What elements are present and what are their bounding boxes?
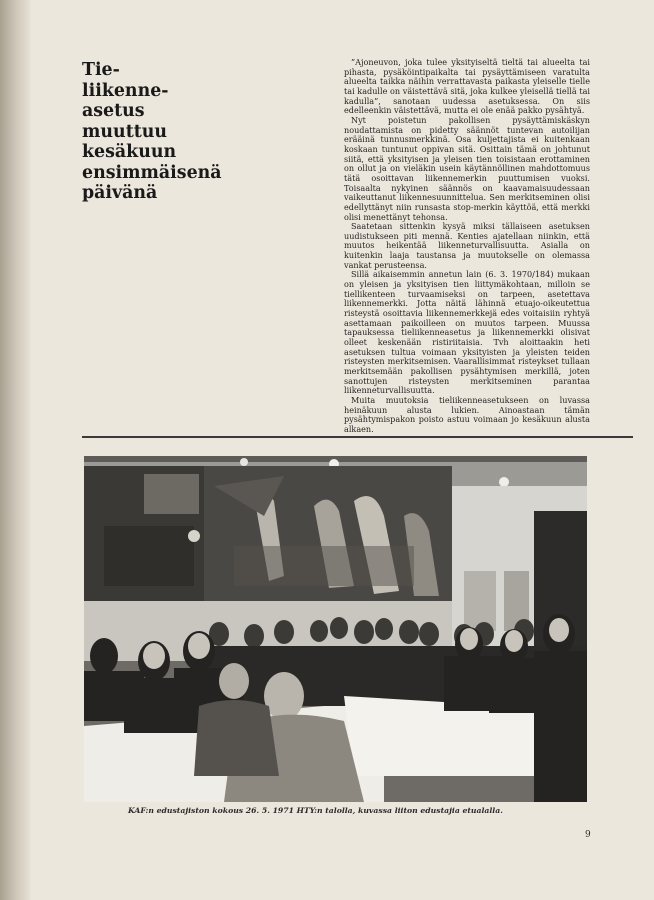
heading-line: muuttuu (82, 121, 168, 142)
article-paragraph: Saatetaan sittenkin kysyä miksi tällaiseen asetuksen uudistukseen piti mennä. Kenties ajatellaan niinkin, että muutos heikentää liikenneturvallisuutta. Asialla on kuitenkin laaja taustansa ja muutokselle on olemassa vankat perusteensa. (344, 221, 590, 270)
binding-spine (0, 0, 30, 900)
article-paragraph: Sillä aikaisemmin annetun lain (6. 3. 1970/184) mukaan on yleisen ja yksityisen tien liittymäkohtaan, milloin se tiellikenteen turvaamiseksi on tarpeen, asetettava liikennemerkki. Jotta näitä lähinnä etuajo-oikeutettua risteystä osoittavia liikennemerkkejä edes voitaisiin ryhtyä asettamaan paikoilleen on muutos tarpeen. Muussa tapauksessa tieliikenneasetus ja liikennemerkki olisivat olleet keskenään ristiriitaisia. Tvh aloittaakin heti asetuksen tultua voimaan yksityisten ja yleisten teiden risteysten merkitsemisen. Vaarallisimmat risteykset tullaan merkitsemään pakollisen pysähtymisen merkillä, joten sanottujen risteysten merkitseminen parantaa liikenneturvallisuutta. (344, 269, 590, 396)
meeting-photo (84, 456, 587, 802)
heading-line: asetus (82, 101, 145, 121)
article-paragraph: Muita muutoksia tieliikenneasetukseen on luvassa heinäkuun alusta lukien. Ainoastaan tämän pysähtymispakon poisto astuu voimaan jo kesäkuun alusta alkaen. (344, 394, 590, 434)
article-body (344, 58, 590, 435)
photo-caption: KAF:n edustajiston kokous 26. 5. 1971 HTY:n talolla, kuvassa liiton edustajia etualalla. (128, 806, 503, 815)
section-divider (82, 436, 633, 438)
heading-line: päivänä (82, 183, 158, 203)
photo-meeting-hall-icon (84, 456, 587, 802)
article-paragraph: ”Ajoneuvon, joka tulee yksityiseltä tieltä tai alueelta tai pihasta, pysäköintipaikalta tai pysäyttämiseen varatulta alueelta taikka näihin verrattavasta paikasta yleiselle tielle tai kadulle on väistettävä sitä, joka kulkee yleisellä tiellä tai kadulla”, sanotaan uudessa asetuksessa. On siis edelleenkin väistettävä, mutta ei ole enää pakko pysähtyä. (344, 57, 590, 116)
article-paragraph: Nyt poistetun pakollisen pysäyttämiskäskyn noudattamista on pidetty säännöt tuntevan autoilijan erääinä tunnusmerkkinä. Osa kuljettajista ei kuitenkaan koskaan tuntunut oppivan sitä. Osittain tämä on johtunut siitä, että yksityisen ja yleisen tien toisistaan erottaminen on ollut ja on vieläkin usein käytännöllinen mahdottomuus tätä osoittavan liikennemerkin puuttumisen vuoksi. Toisaalta nykyinen säännös on kaavamaisuudessaan vaikeuttanut liikennesuunnittelua. Sen merkitseminen olisi edellyttänyt niin runsasta stop-merkin käyttöä, että merkki olisi menettänyt tehonsa. (344, 114, 590, 222)
heading-line: ensimmäisenä (82, 162, 222, 183)
article-heading (82, 60, 252, 204)
heading-line: kesäkuun (82, 142, 177, 162)
heading-line: Tie- (82, 60, 120, 80)
magazine-page (30, 0, 654, 900)
heading-line: liikenne- (82, 80, 169, 101)
page-number: 9 (585, 830, 591, 840)
